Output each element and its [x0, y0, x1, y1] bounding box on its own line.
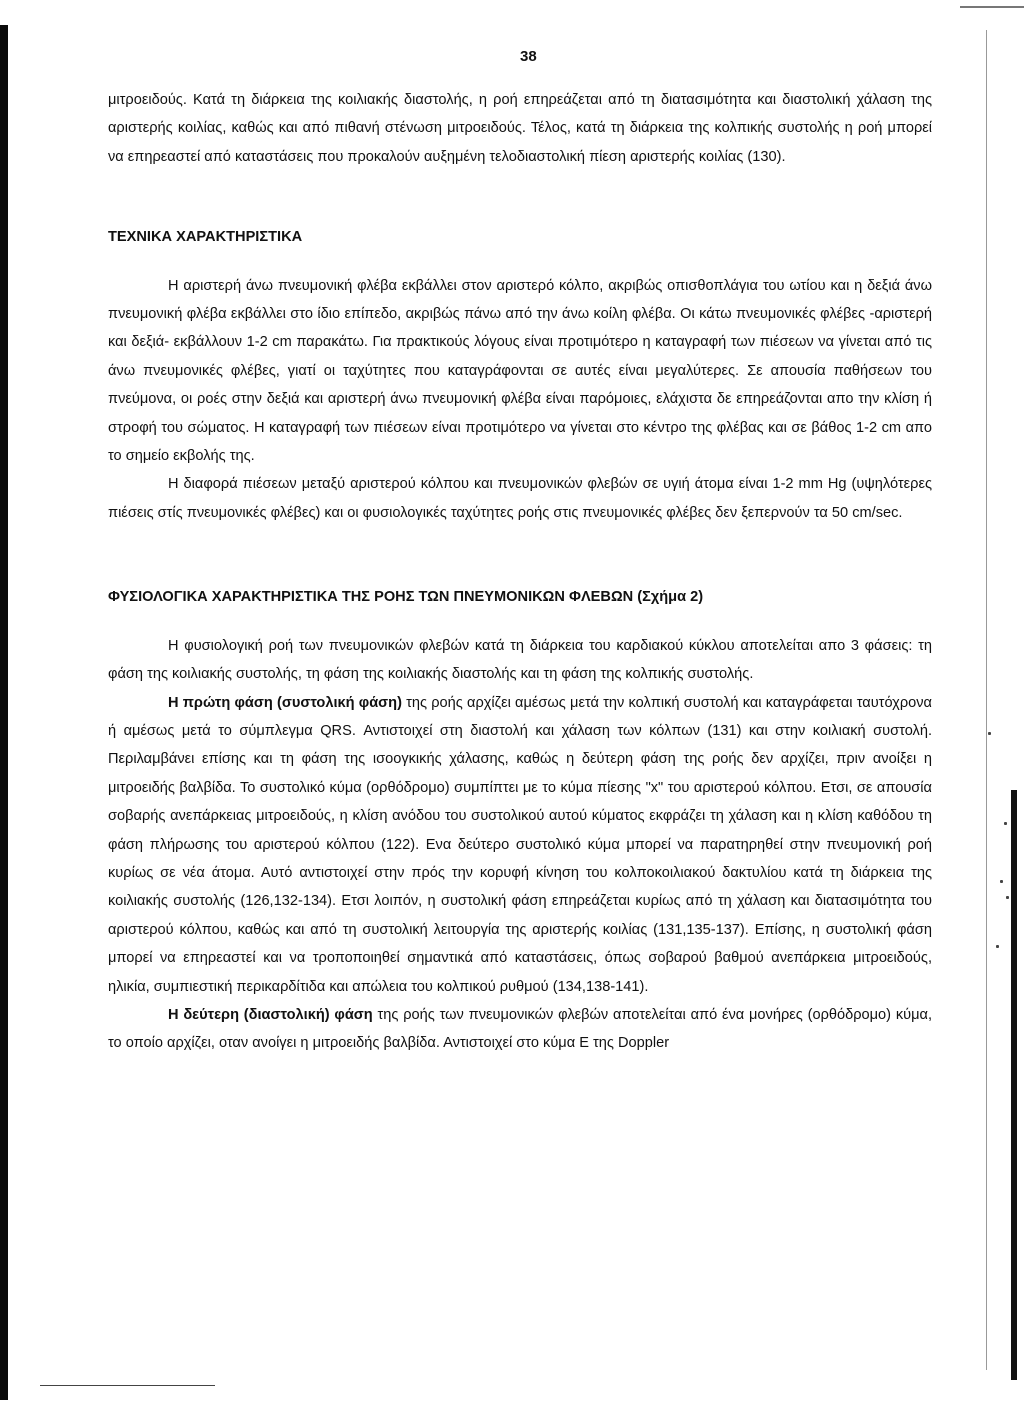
- physiology-paragraph-2: [108, 689, 932, 1001]
- scan-line-top: [960, 6, 1024, 8]
- technical-paragraph-1: Η αριστερή άνω πνευμονική φλέβα εκβάλλει στον αριστερό κόλπο, ακριβώς οπισθοπλάγια του ωτίου και η δεξιά άνω πνευμονική φλέβα εκβάλλει στο ίδιο επίπεδο, ακριβώς πάνω από την άνω κοίλη φλέβα. Οι κάτω πνευμονικές φλέβες -αριστερή και δεξιά- εκβάλλουν 1-2 cm παρακάτω. Για πρακτικούς λόγους είναι προτιμότερο η καταγραφή των πιέσεων να γίνεται από τις άνω πνευμονικές φλέβες, γιατί οι ταχύτητες που καταγράφονται σε αυτές είναι μεγαλύτερες. Σε απουσία παθήσεων του πνεύμονα, οι ροές στην δεξιά και αριστερή άνω πνευμονική φλέβα είναι παρόμοιες, ελάχιστα δε επηρεάζονται απο την κλίση ή στροφή του σώματος. Η καταγραφή των πιέσεων είναι προτιμότερο να γίνεται στο κέντρο της φλέβας και σε βάθος 1-2 cm απο το σημείο εκβολής της.: [108, 277, 932, 465]
- physiology-paragraph-1: Η φυσιολογική ροή των πνευμονικών φλεβών κατά τη διάρκεια του καρδιακού κύκλου αποτελείται απο 3 φάσεις: τη φάση της κοιλιακής συστολής, τη φάση της κοιλιακής διαστολής και τη φάση της κολπικής συστολής.: [108, 637, 932, 683]
- first-phase-lead: Η πρώτη φάση (συστολική φάση): [168, 694, 402, 711]
- intro-paragraph: μιτροειδούς. Κατά τη διάρκεια της κοιλιακής διαστολής, η ροή επηρεάζεται από τη διατασιμότητα και διαστολική χάλαση της αριστερής κοιλίας, καθώς και από πιθανή στένωση μιτροειδούς. Τέλος, κατά τη διάρκεια της κολπικής συστολής η ροή μπορεί να επηρεαστεί από καταστάσεις που προκαλούν αυξημένη τελοδιαστολική πίεση αριστερής κοιλίας (130).: [108, 92, 932, 165]
- technical-paragraph-2: Η διαφορά πιέσεων μεταξύ αριστερού κόλπου και πνευμονικών φλεβών σε υγιή άτομα είναι 1-2 mm Hg (υψηλότερες πιέσεις στίς πνευμονικές φλέβες) και οι φυσιολογικές ταχύτητες ροής στις πνευμονικές φλέβες δεν ξεπερνούν τα 50 cm/sec.: [108, 476, 932, 521]
- section-heading-technical: ΤΕΧΝΙΚΑ ΧΑΡΑΚΤΗΡΙΣΤΙΚΑ: [108, 229, 303, 246]
- second-phase-lead: Η δεύτερη (διαστολική) φάση: [168, 1006, 373, 1023]
- scan-speck: [1006, 896, 1009, 899]
- second-phase-text: της ροής των πνευμονικών φλεβών αποτελείται από ένα μονήρες (ορθόδρομο) κύμα, το οποίο αρχίζει, οταν ανοίγει η μιτροειδής βαλβίδα. Αντιστοιχεί στο κύμα Ε της Doppler: [108, 1006, 932, 1052]
- first-phase-text: της ροής αρχίζει αμέσως μετά την κολπική συστολή και καταγράφεται ταυτόχρονα ή αμέσως μετά το σύμπλεγμα QRS. Αντιστοιχεί στη διαστολή και χάλαση των κόλπων (131) και στην κοιλιακή συστολή. Περιλαμβάνει επίσης και τη φάση της ισοογκικής χάλασης, καθώς η δεύτερη φάση της ροής δεν αρχίζει, πριν ανοίξει η μιτροειδής βαλβίδα. Το συστολικό κύμα (ορθόδρομο) συμπίπτει με το κύμα πίεσης "x" του αριστερού κόλπου. Ετσι, σε απουσία σοβαρής ανεπάρκειας μιτροειδούς, η κλίση ανόδου του συστολικού αυτού κύματος εκφράζει τη χάλαση και η κλίση καθόδου τη φάση πλήρωσης του αριστερού κόλπου (122). Ενα δεύτερο συστολικό κύμα μπορεί να παρατηρηθεί στην πνευμονική ροή κυρίως σε νέα άτομα. Αυτό αντιστοιχεί στην πρός την κορυφή κίνηση του κολποκοιλιακού δακτυλίου κατά τη διάρκεια της κοιλιακής συστολής (126,132-134). Ετσι λοιπόν, η συστολική φάση επηρεάζεται κυρίως από τη χάλαση και διατασιμότητα του αριστερού κόλπου, καθώς και από τη συστολική λειτουργία της αριστερής κοιλίας (131,135-137). Επίσης, η συστολική φάση μπορεί να επηρεαστεί και να τροποποιηθεί σημαντικά από καταστάσεις, όπως σοβαρού βαθμού ανεπάρκεια μιτροειδούς, ηλικία, συμπιεστική περικαρδίτιδα και απώλεια του κολπικού ρυθμού (134,138-141).: [108, 694, 932, 995]
- scan-edge-left: [0, 25, 8, 1400]
- scan-speck: [996, 945, 999, 948]
- document-body: [108, 86, 932, 1058]
- scan-line-right: [986, 30, 987, 1370]
- scan-speck: [988, 732, 991, 735]
- section-heading-physiology: ΦΥΣΙΟΛΟΓΙΚΑ ΧΑΡΑΚΤΗΡΙΣΤΙΚΑ ΤΗΣ ΡΟΗΣ ΤΩΝ ΠΝΕΥΜΟΝΙΚΩΝ ΦΛΕΒΩΝ (Σχήμα 2): [108, 589, 704, 606]
- physiology-paragraph-3: [108, 1001, 932, 1058]
- scan-edge-right: [1011, 790, 1017, 1380]
- scan-speck: [1000, 880, 1003, 883]
- scan-speck: [1004, 822, 1007, 825]
- page-number: 38: [520, 48, 537, 65]
- scan-rule-bottom: [40, 1385, 215, 1386]
